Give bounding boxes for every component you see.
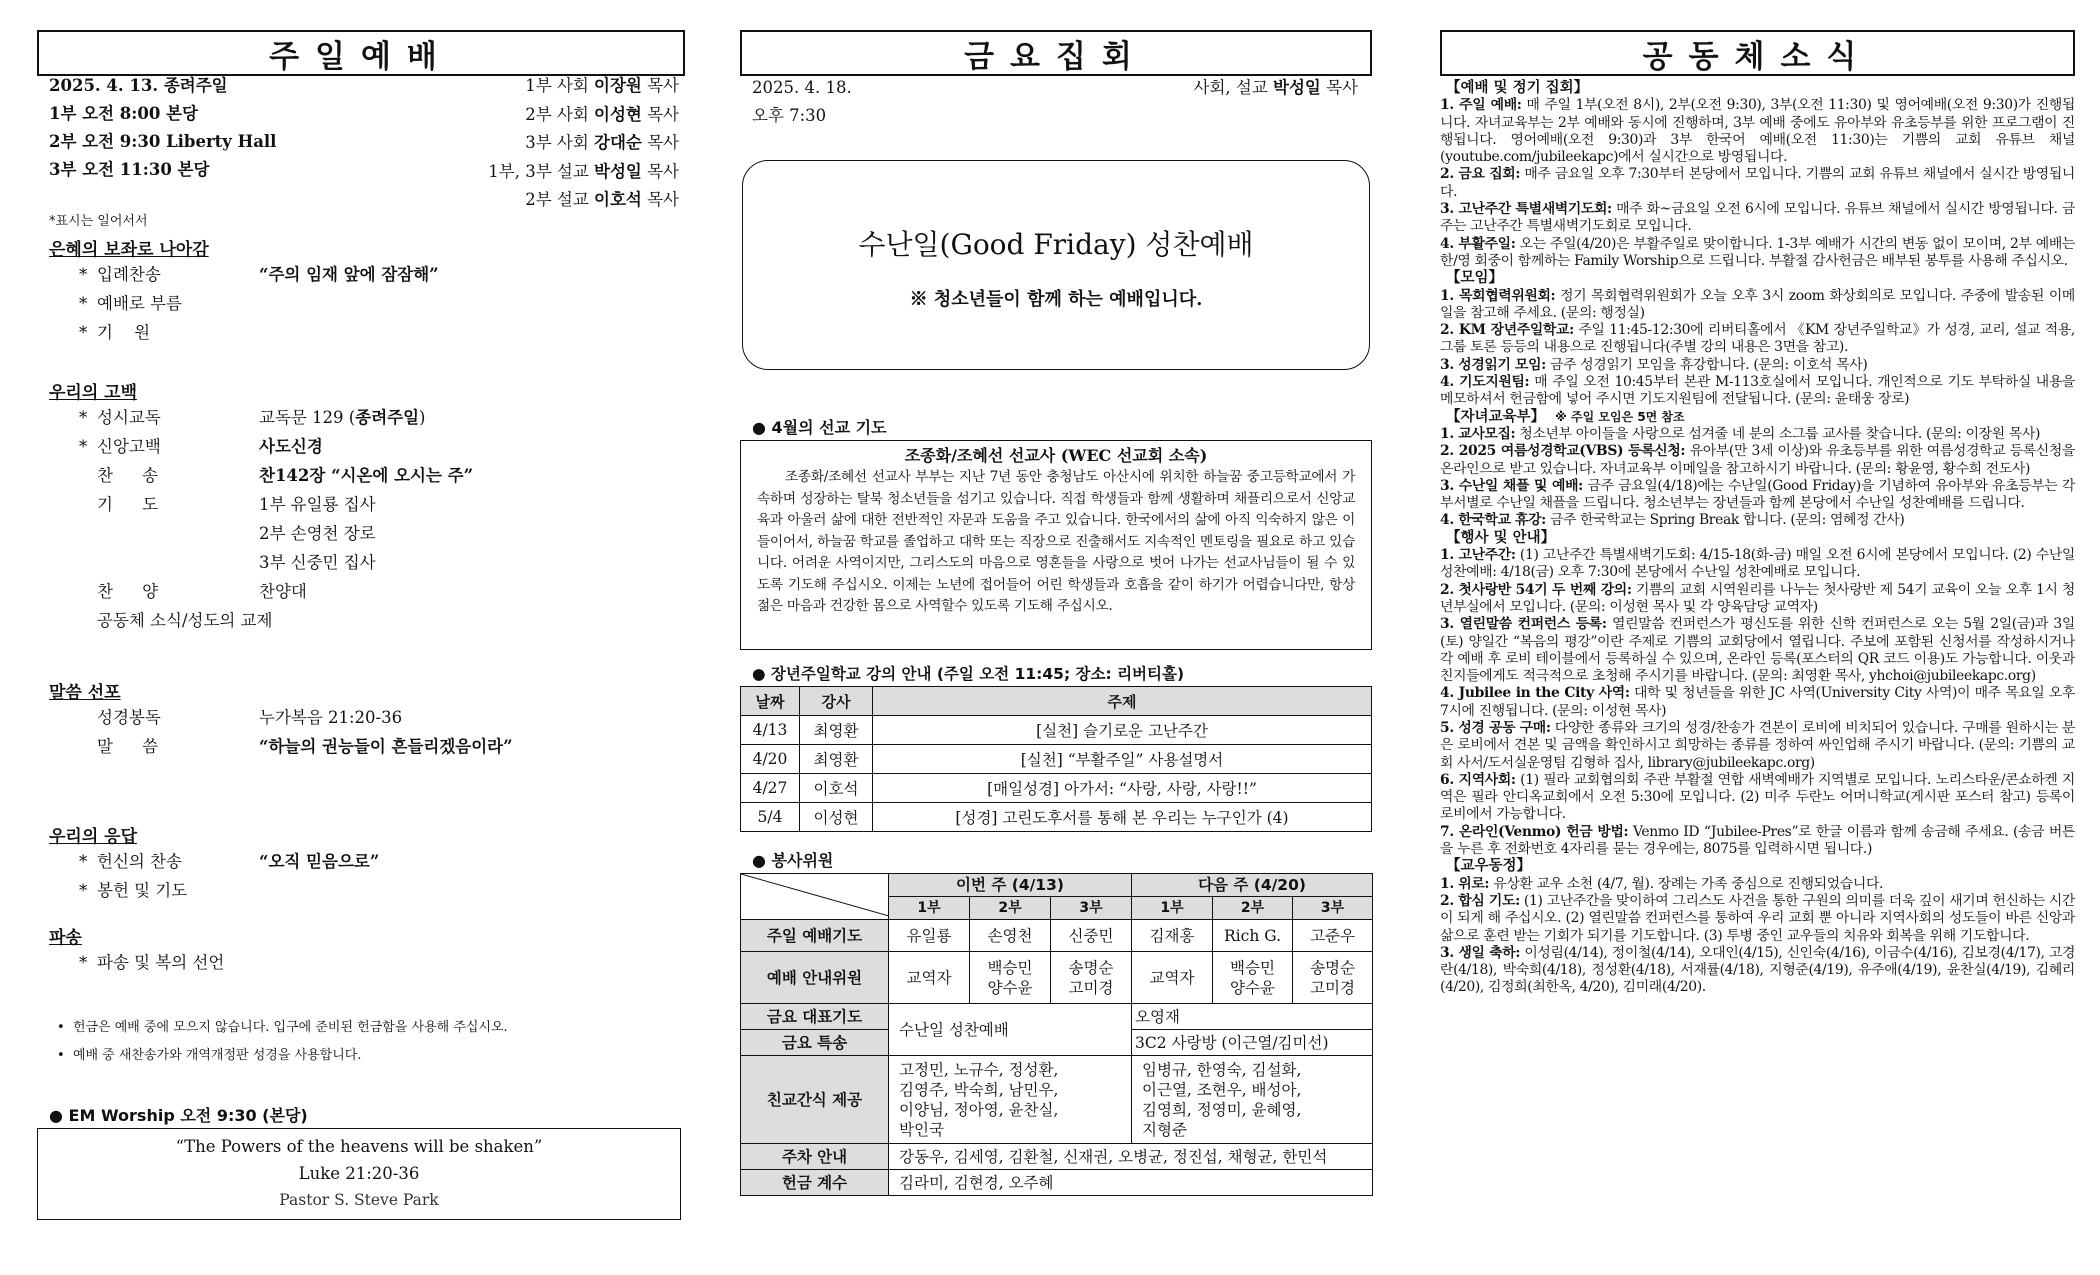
section-title-confession: 우리의 고백 <box>49 383 138 403</box>
order-item: 말 씀 “하늘의 권능들이 흔들리겠음이라” <box>97 737 513 756</box>
lecture-table <box>740 686 1372 832</box>
section-sending <box>49 949 649 978</box>
order-item: 성경봉독 누가복음 21:20-36 <box>97 708 403 727</box>
lecture-title: ● 장년주일학교 강의 안내 (주일 오전 11:45; 장소: 리버티홀) <box>752 665 1185 683</box>
next-week-header: 다음 주 (4/20) <box>1132 874 1373 897</box>
section-word <box>49 704 649 762</box>
good-friday-title: 수난일(Good Friday) 성찬예배 <box>858 228 1254 261</box>
em-worship-box <box>37 1128 681 1220</box>
lecture-header-topic: 주제 <box>873 687 1372 716</box>
friday-column <box>740 30 1372 1192</box>
section-title-grace: 은혜의 보좌로 나아감 <box>49 240 209 260</box>
service-3: 3부 오전 11:30 본당 <box>49 160 210 179</box>
sunday-worship-column <box>37 30 685 1209</box>
friday-header: 금요집회 <box>740 30 1372 76</box>
lecture-header-speaker: 강사 <box>800 687 873 716</box>
news-category: 【행사 및 안내】 <box>1446 529 1556 546</box>
good-friday-note: ※ 청소년들이 함께 하는 예배입니다. <box>909 289 1203 310</box>
order-item: * 파송 및 복의 선언 <box>79 953 225 972</box>
em-pastor: Pastor S. Steve Park <box>279 1191 439 1209</box>
friday-time: 오후 7:30 <box>752 106 827 125</box>
news-item: 2. KM 장년주일학교: 주일 11:45-12:30에 리버티홀에서 《KM 장년주일학교》가 성경, 교리, 설교 적용, 그룹 토론 등등의 내용으로 진행됩니다(주별 강의 내용은 3면을 참고). <box>1440 322 2075 356</box>
order-item: 공동체 소식/성도의 교제 <box>97 611 273 630</box>
table-row: 금요 특송 3C2 사랑방 (이근열/김미선) <box>741 1030 1373 1056</box>
table-row: 헌금 계수 김라미, 김현경, 오주혜 <box>741 1170 1373 1196</box>
order-item: * 봉헌 및 기도 <box>79 881 188 900</box>
order-item: 찬 송 찬142장 “시온에 오시는 주” <box>97 466 474 485</box>
em-worship-title: ● EM Worship 오전 9:30 (본당) <box>49 1106 308 1125</box>
table-row: 4/20 최영환 [실천] “부활주일” 사용설명서 <box>741 745 1372 774</box>
news-item: 3. 수난일 채플 및 예배: 금주 금요일(4/18)에는 수난일(Good Friday)을 기념하여 유아부와 유초등부는 각 부서별로 수난일 채플을 드립니다. 청소년부는 장년들과 함께 본당에서 수난일 성찬예배를 드립니다. <box>1440 477 2076 512</box>
news-item: 1. 위로: 유상환 교우 소천 (4/7, 월). 장례는 가족 중심으로 진행되었습니다. <box>1440 875 1884 892</box>
note-item: • 헌금은 예배 중에 모으지 않습니다. 입구에 준비된 헌금함을 사용해 주십시오. <box>57 1020 508 1035</box>
worship-date: 2025. 4. 13. 종려주일 <box>49 76 228 95</box>
news-item: 6. 지역사회: (1) 필라 교회협의회 주관 부활절 연합 새벽예배가 지역별로 모입니다. 노리스타운/콘쇼하켄 지역은 필라 안디옥교회에서 오전 5:30에 모입니다. (2) 미주 두란노 어머니학교(게시판 포스터 참고) 등록이 로비에서 가능합니다. <box>1440 771 2075 823</box>
order-item: * 헌신의 찬송 “오직 믿음으로” <box>79 852 380 871</box>
community-news-column <box>1440 30 2076 996</box>
service-1: 1부 오전 8:00 본당 <box>49 104 198 123</box>
news-category: 【모임】 <box>1446 270 1504 287</box>
em-scripture: Luke 21:20-36 <box>298 1164 420 1183</box>
section-grace <box>49 261 649 351</box>
news-item: 4. 한국학교 휴강: 금주 한국학교는 Spring Break 합니다. (문의: 염혜정 간사) <box>1440 512 1905 529</box>
order-item: * 기 원 <box>79 323 159 342</box>
table-row: 예배 안내위원 교역자 백승민 양수윤 송명순 고미경 교역자 백승민 양수윤 송명순 고미경 <box>741 952 1373 1004</box>
news-item: 2. 합심 기도: (1) 고난주간을 맞이하여 그리스도 사건을 통한 구원의 의미를 더욱 깊이 새기며 헌신하는 시간이 되게 해 주십시오. (2) 열린말씀 컨퍼런스를 통하여 우리 교회 뿐 아니라 지역사회의 성도들이 바른 신앙과 삶으로 훈련 받는 기회가 되기를 기도합니다. (3) 투병 중인 교우들의 치유와 회복을 위해 기도합니다. <box>1440 892 2076 944</box>
lecture-header-date: 날짜 <box>741 687 800 716</box>
order-item: * 예배로 부름 <box>79 294 182 313</box>
news-item: 1. 고난주간: (1) 고난주간 특별새벽기도회: 4/15-18(화-금) 매일 오전 6시에 본당에서 모입니다. (2) 수난일 성찬예배: 4/18(금) 오후 7:30에 본당에서 수난일 성찬예배로 모입니다. <box>1440 547 2075 581</box>
news-item: 3. 고난주간 특별새벽기도회: 매주 화~금요일 오전 6시에 모입니다. 유튜브 채널에서 실시간 방영됩니다. 금주는 고난주간 특별새벽기도회로 모입니다. <box>1440 201 2075 235</box>
news-item: 7. 온라인(Venmo) 헌금 방법: Venmo ID “Jubilee-Pres”로 한글 이름과 함께 송금해 주세요. (송금 버튼을 누른 후 전화번호 4자리를 묻는 경우에는, 8075를 입력하시면 됩니다.) <box>1440 823 2075 858</box>
worship-notes <box>57 1014 508 1070</box>
diagonal-line <box>741 874 889 916</box>
note-item: • 예배 중 새찬송가와 개역개정판 성경을 사용합니다. <box>57 1048 362 1063</box>
missionary-name: 조종화/조혜선 선교사 (WEC 선교회 소속) <box>904 446 1208 465</box>
section-title-response: 우리의 응답 <box>49 827 138 847</box>
table-row: 주차 안내 강동우, 김세영, 김환철, 신재권, 오병균, 정진섭, 채형균, 한민석 <box>741 1144 1373 1170</box>
news-item: 3. 성경읽기 모임: 금주 성경읽기 모임을 휴강합니다. (문의: 이호석 목사) <box>1440 356 1868 373</box>
order-item: 2부 손영천 장로 <box>259 524 376 543</box>
section-title-sending: 파송 <box>49 928 82 948</box>
order-item: * 신앙고백 사도신경 <box>79 437 323 456</box>
table-row: 4/27 이호석 [매일성경] 아가서: “사랑, 사랑, 사랑!!” <box>741 774 1372 803</box>
leader-4: 1부, 3부 설교 박성일 목사 <box>488 161 679 181</box>
order-item: * 성시교독 교독문 129 (종려주일) <box>79 408 426 427</box>
news-item: 2. 2025 여름성경학교(VBS) 등록신청: 유아부(만 3세 이상)와 유초등부를 위한 여름성경학교 등록신청을 온라인으로 받고 있습니다. 자녀교육부 이메일을 참고하시기 바랍니다. (문의: 황윤영, 황수희 전도사) <box>1440 443 2075 477</box>
leader-2: 2부 사회 이성현 목사 <box>525 104 679 124</box>
service-2: 2부 오전 9:30 Liberty Hall <box>49 132 277 151</box>
volunteers-title: ● 봉사위원 <box>752 851 834 870</box>
news-category: 【교우동정】 <box>1446 858 1532 875</box>
table-row: 4/13 최영환 [실천] 슬기로운 고난주간 <box>741 716 1372 745</box>
news-item: 3. 열린말씀 컨퍼런스 등록: 열린말씀 컨퍼런스가 평신도를 위한 신학 컨퍼런스로 오는 5월 2일(금)과 3일(토) 양일간 “복음의 평강”이란 주제로 기쁨의 교회당에서 열립니다. 주보에 포함된 신청서를 작성하시거나 각 예배 후 로비 테이블에서 등록하실 수 있으며, 온라인 등록(포스터의 QR 코드 이용)도 가능합니다. 이웃과 친지들에게도 적극적으로 초청해 주시기를 바랍니다. (문의: 최영환 목사, yhchoi@jubileekapc.org) <box>1440 616 2075 685</box>
table-row: 친교간식 제공 고정민, 노규수, 정성환, 김영주, 박숙희, 남민우, 이양님, 정아영, 윤찬실, 박인국 임병규, 한영숙, 김설화, 이근열, 조현우, 배성아, 김영희, 정영미, 윤혜영, 지형준 <box>741 1056 1373 1144</box>
news-category: 【예배 및 정기 집회】 <box>1446 80 1589 96</box>
leader-5: 2부 설교 이호석 목사 <box>525 190 679 209</box>
em-sermon-title: “The Powers of the heavens will be shaken” <box>175 1137 543 1156</box>
leader-1: 1부 사회 이장원 목사 <box>525 76 679 95</box>
news-item: 3. 생일 축하: 이성림(4/14), 정이철(4/14), 오대인(4/15), 신인숙(4/16), 이금수(4/16), 김보경(4/17), 고경란(4/18), 박숙희(4/18), 정성환(4/18), 서재률(4/18), 지형준(4/19), 유주애(4/19), 윤찬실(4/19), 김혜리(4/20), 김정희(최한옥, 4/20), 김미래(4/20). <box>1440 944 2076 996</box>
news-item: 1. 주일 예배: 매 주일 1부(오전 8시), 2부(오전 9:30), 3부(오전 11:30) 및 영어예배(오전 9:30)가 진행됩니다. 자녀교육부는 2부 예배와 동시에 진행하며, 3부 예배 중에도 유아부와 유초등부를 위한 프로그램이 진행됩니다. 영어예배(오전 9:30)과 3부 한국어 예배(오전 11:30)는 기쁨의 교회 유튜브 채널(youtube.com/jubileekapc)에서 실시간으로 방영됩니다. <box>1440 97 2075 166</box>
news-item: 1. 교사모집: 청소년부 아이들을 사랑으로 섬겨줄 네 분의 소그룹 교사를 찾습니다. (문의: 이장원 목사) <box>1440 425 2041 442</box>
order-item: 기 도 1부 유일룡 집사 <box>97 495 376 514</box>
community-news-body <box>1440 80 2075 997</box>
news-item: 5. 성경 공동 구매: 다양한 종류와 크기의 성경/찬송가 견본이 로비에 비치되어 있습니다. 구매를 원하시는 분은 로비에서 견본 및 금액을 확인하시고 희망하는 종류를 정하여 싸인업해 주시기 바랍니다. (문의: 기쁨의 교회 사서/도서실운영팀 김형하 집사, library@jubileekapc.org) <box>1440 719 2075 771</box>
order-item: 3부 신중민 집사 <box>259 553 376 572</box>
news-category: 【자녀교육부】 ※ 주일 모임은 5면 참조 <box>1446 408 1685 425</box>
section-response <box>49 848 649 906</box>
table-row: 주일 예배기도 유일룡 손영천 신중민 김재홍 Rich G. 고준우 <box>741 920 1373 952</box>
leader-3: 3부 사회 강대순 목사 <box>525 133 679 152</box>
good-friday-box <box>742 160 1370 370</box>
this-week-header: 이번 주 (4/13) <box>889 874 1132 897</box>
mission-box <box>740 440 1372 650</box>
sunday-worship-header: 주일예배 <box>37 30 685 76</box>
mission-body: 조종화/조혜선 선교사 부부는 지난 7년 동안 충청남도 아산시에 위치한 하늘꿈 중고등학교에서 가속하며 성장하는 탈북 청소년들을 섬기고 있습니다. 직접 학생들과 함께 생활하며 채플리으로서 신앙교육과 아울러 삶에 대한 전반적인 자문과 도움을 주고 있습니다. 한국에서의 삶에 아직 익숙하지 않은 이들이어서, 하늘꿈 학교를 졸업하고 대학 또는 직장으로 진출해서도 지속적인 멘토링을 필요로 하고 있습니다. 어려운 사역이지만, 그리스도의 마음으로 영혼들을 사랑으로 벗어 나가는 선교사님들이 될 수 있도록 기도해 주십시오. 이제는 노년에 접어들어 어린 학생들과 호흡을 같이 하기가 어렵습니다만, 항상 젊은 마음과 건강한 몸으로 사역할수 있도록 기도해 주십시오. <box>757 469 1355 614</box>
friday-leader: 사회, 설교 박성일 목사 <box>1193 78 1358 97</box>
news-item: 2. 금요 집회: 매주 금요일 오후 7:30부터 본당에서 모입니다. 기쁨의 교회 유튜브 채널에서 실시간 방영됩니다. <box>1440 166 2076 200</box>
news-item: 2. 첫사랑반 54기 두 번째 강의: 기쁨의 교회 시역원리를 나누는 첫사랑반 제 54기 교육이 오늘 오후 1시 청년부실에서 모입니다. (문의: 이성현 목사 및 각 양육담당 교역자) <box>1440 581 2075 615</box>
order-item: * 입례찬송 “주의 임재 앞에 잠잠해” <box>79 265 439 284</box>
section-confession <box>49 404 649 636</box>
news-item: 4. 기도지원팀: 매 주일 오전 10:45부터 본관 M-113호실에서 모입니다. 개인적으로 기도 부탁하실 내용을 메모하셔서 헌금함에 넣어 주시면 기도지원팀에 전달됩니다. (문의: 윤태웅 장로) <box>1440 374 2075 408</box>
volunteers-table: 이번 주 (4/13) 다음 주 (4/20) 1부 2부 3부 1부 2부 3부 주일 예배기도 유일룡 손영천 신중민 김재홍 Rich G. 고준우 예배 안내위원 교역자 백승민 양수윤 송명순 고미경 교역자 백승민 양수윤 송명순 고미경 금요 대표기도 수난일 성찬예배 오영재 금요 특송 3C2 사랑방 (이근열/김미선) 친교간식 제공 고정민, 노규수, 정성환, 김영주, 박숙희, 남민우, 이양님, 정아영, 윤찬실, 박인국 임병규, 한영숙, 김설화, 이근열, 조현우, 배성아, 김영희, 정영미, 윤혜영, 지형준 주차 안내 강동우, 김세영, 김환철, 신재권, 오병균, 정진섭, 채형균, 한민석 헌금 계수 김라미, 김현경, 오주혜 <box>740 873 1373 1196</box>
friday-date: 2025. 4. 18. <box>752 78 852 97</box>
news-item: 1. 목회협력위원회: 정기 목회협력위원회가 오늘 오후 3시 zoom 화상회의로 모입니다. 주중에 발송된 이메일을 참고해 주세요. (문의: 행정실) <box>1440 287 2075 321</box>
order-item: 찬 양 찬양대 <box>97 582 307 601</box>
leader-list <box>488 72 679 215</box>
news-item: 4. 부활주일: 오는 주일(4/20)은 부활주일로 맞이합니다. 1-3부 예배가 시간의 변동 없이 모이며, 2부 예배는 한/영 회중이 함께하는 Family Worship으로 드립니다. 부활절 감사헌금은 배부된 봉투를 사용해 주십시오. <box>1440 235 2075 269</box>
community-news-header: 공동체소식 <box>1440 30 2075 76</box>
mission-title: ● 4월의 선교 기도 <box>752 418 887 437</box>
star-note: *표시는 일어서서 <box>49 214 148 229</box>
volunteers-corner <box>741 874 889 920</box>
table-row: 금요 대표기도 수난일 성찬예배 오영재 <box>741 1004 1373 1030</box>
section-title-word: 말씀 선포 <box>49 683 121 703</box>
news-item: 4. Jubilee in the City 사역: 대학 및 청년들을 위한 JC 사역(University City 사역)이 매주 목요일 오후 7시에 진행됩니다. (문의: 이성현 목사) <box>1440 685 2075 719</box>
table-row: 5/4 이성현 [성경] 고린도후서를 통해 본 우리는 누구인가 (4) <box>741 803 1372 832</box>
